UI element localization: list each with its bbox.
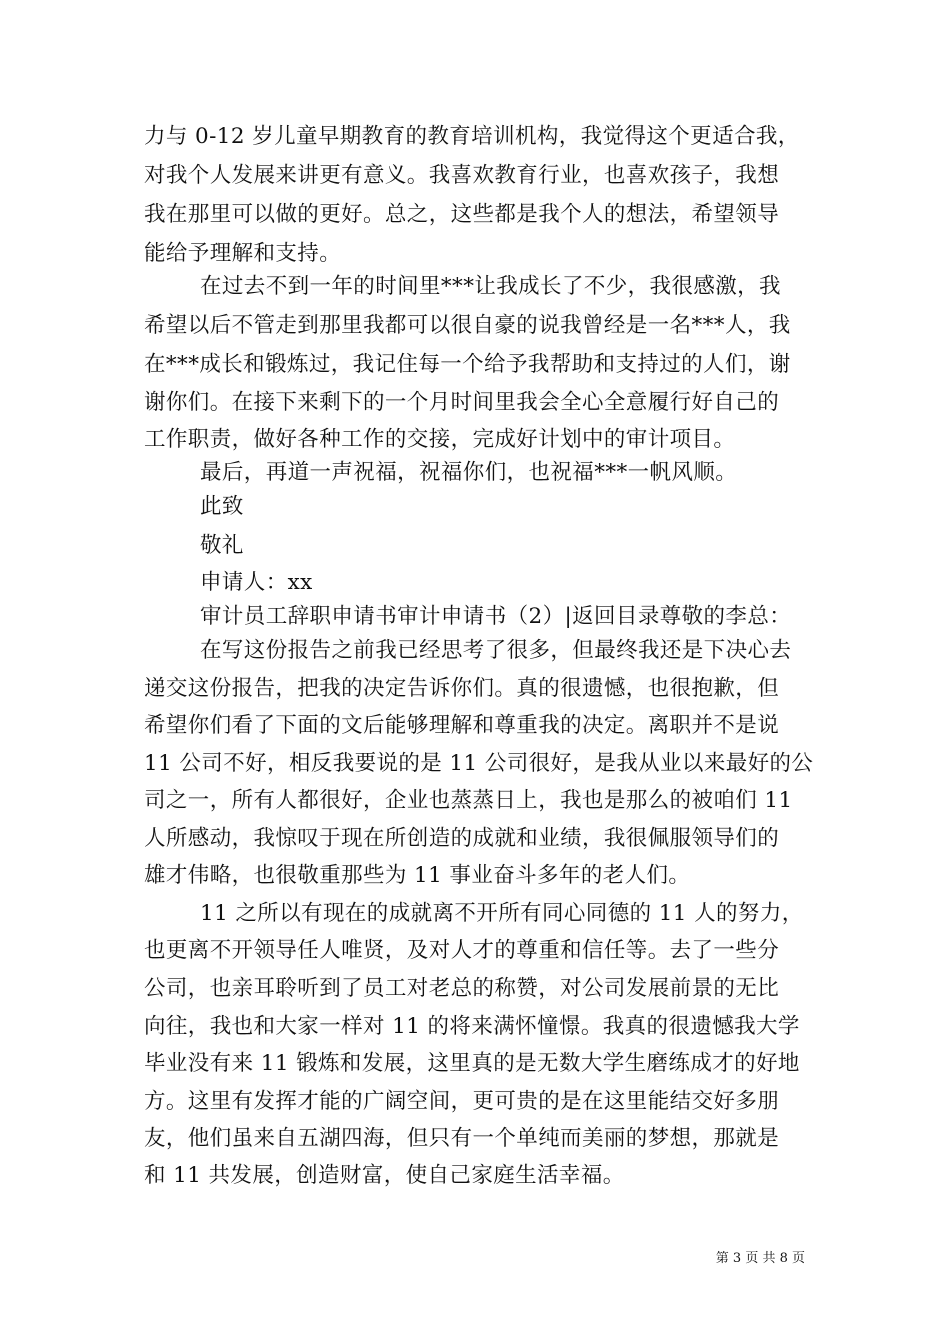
text-line: 我在那里可以做的更好。总之，这些都是我个人的想法，希望领导 — [144, 202, 780, 227]
applicant-line: 申请人：xx — [200, 570, 313, 595]
text-line: 能给予理解和支持。 — [144, 241, 342, 266]
text-line: 人所感动，我惊叹于现在所创造的成就和业绩，我很佩服领导们的 — [144, 826, 780, 851]
text-line: 力与 0-12 岁儿童早期教育的教育培训机构，我觉得这个更适合我， — [144, 124, 800, 149]
section-heading: 审计员工辞职申请书审计申请书（2）|返回目录尊敬的李总： — [200, 604, 792, 629]
text-line: 在写这份报告之前我已经思考了很多，但最终我还是下决心去 — [200, 638, 792, 663]
text-line: 11 公司不好，相反我要说的是 11 公司很好，是我从业以来最好的公 — [144, 751, 814, 776]
salutation-ci-zhi: 此致 — [200, 494, 244, 519]
text-line: 在***成长和锻炼过，我记住每一个给予我帮助和支持过的人们，谢 — [144, 352, 791, 377]
text-line: 司之一，所有人都很好，企业也蒸蒸日上，我也是那么的被咱们 11 — [144, 788, 793, 813]
text-line: 公司，也亲耳聆听到了员工对老总的称赞，对公司发展前景的无比 — [144, 976, 780, 1001]
text-line: 谢你们。在接下来剩下的一个月时间里我会全心全意履行好自己的 — [144, 390, 780, 415]
text-line: 工作职责，做好各种工作的交接，完成好计划中的审计项目。 — [144, 427, 736, 452]
text-line: 希望你们看了下面的文后能够理解和尊重我的决定。离职并不是说 — [144, 713, 780, 738]
text-line: 在过去不到一年的时间里***让我成长了不少，我很感激，我 — [200, 274, 781, 299]
text-line: 11 之所以有现在的成就离不开所有同心同德的 11 人的努力， — [200, 901, 804, 926]
text-line: 也更离不开领导任人唯贤，及对人才的尊重和信任等。去了一些分 — [144, 938, 780, 963]
text-line: 雄才伟略，也很敬重那些为 11 事业奋斗多年的老人们。 — [144, 863, 691, 888]
text-line: 毕业没有来 11 锻炼和发展，这里真的是无数大学生磨练成才的好地 — [144, 1051, 800, 1076]
text-line: 向往，我也和大家一样对 11 的将来满怀憧憬。我真的很遗憾我大学 — [144, 1014, 800, 1039]
text-line: 对我个人发展来讲更有意义。我喜欢教育行业，也喜欢孩子，我想 — [144, 163, 780, 188]
closing-wish: 最后，再道一声祝福，祝福你们，也祝福***一帆风顺。 — [200, 460, 738, 485]
salutation-jing-li: 敬礼 — [200, 533, 244, 558]
page-number-footer: 第 3 页 共 8 页 — [715, 1251, 805, 1266]
text-line: 友，他们虽来自五湖四海，但只有一个单纯而美丽的梦想，那就是 — [144, 1126, 780, 1151]
text-line: 递交这份报告，把我的决定告诉你们。真的很遗憾，也很抱歉，但 — [144, 676, 780, 701]
text-line: 和 11 共发展，创造财富，使自己家庭生活幸福。 — [144, 1163, 625, 1188]
text-line: 希望以后不管走到那里我都可以很自豪的说我曾经是一名***人，我 — [144, 313, 791, 338]
text-line: 方。这里有发挥才能的广阔空间，更可贵的是在这里能结交好多朋 — [144, 1089, 780, 1114]
